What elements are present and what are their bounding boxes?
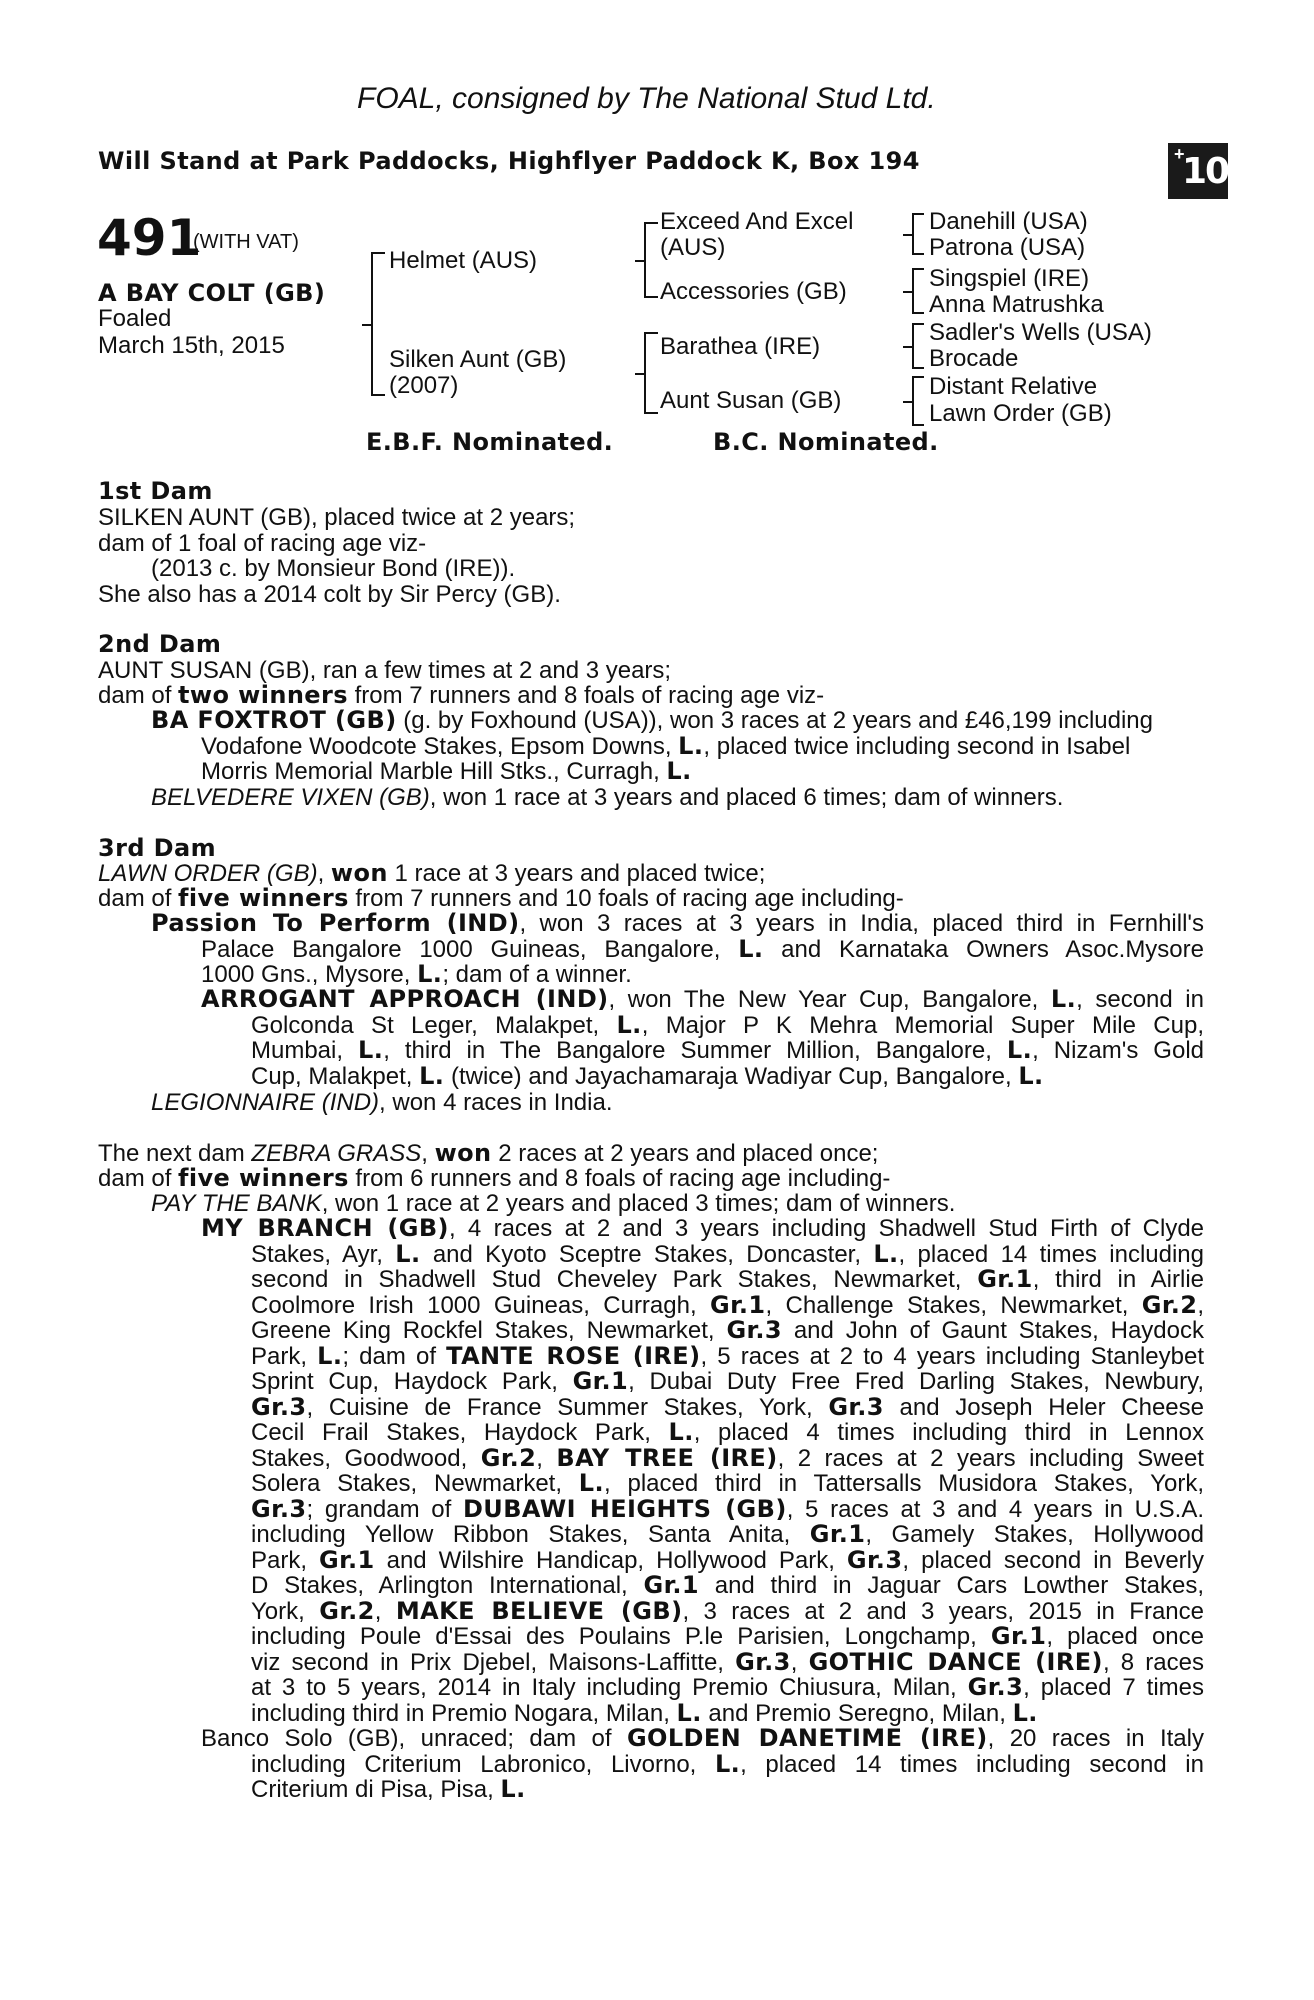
mybranch-l1: MY BRANCH (GB), 4 races at 2 and 3 years including Shadwell Stud Firth of Clyde — [201, 1214, 1205, 1242]
dam2-line2-a: dam of — [98, 682, 179, 709]
dam3-p2-line3: Mumbai, L., third in The Bangalore Summer Million, Bangalore, L., Nizam's Gold — [251, 1036, 1204, 1064]
dam3-line1: LAWN ORDER (GB), won 1 race at 3 years and placed twice; — [98, 859, 766, 887]
pedigree-dam-year: (2007) — [389, 372, 459, 399]
mybranch-l2: Stakes, Ayr, L. and Kyoto Sceptre Stakes, Doncaster, L., placed 14 times including — [251, 1239, 1204, 1268]
dam3-p2-line1: ARROGANT APPROACH (IND), won The New Year Cup, Bangalore, L., second in — [201, 985, 1204, 1013]
pedigree-sire-sire-1: Exceed And Excel — [660, 208, 854, 235]
dam2-p1-line1: BA FOXTROT (GB) (g. by Foxhound (USA)), won 3 races at 2 years and £46,199 including — [151, 706, 1153, 734]
banco-l3: Criterium di Pisa, Pisa, L. — [251, 1775, 526, 1803]
pedigree-dam-name: Silken Aunt (GB) — [389, 346, 567, 373]
dam3-p2-line4: Cup, Malakpet, L. (twice) and Jayachamaraja Wadiyar Cup, Bangalore, L. — [251, 1061, 1044, 1090]
mybranch-l11: Solera Stakes, Newmarket, L., placed third in Tattersalls Musidora Stakes, York, — [251, 1469, 1204, 1497]
dam2-p1-line2: Vodafone Woodcote Stakes, Epsom Downs, L., placed twice including second in Isabel — [201, 731, 1131, 760]
dam2-line2 — [98, 683, 824, 709]
mybranch-l7: Sprint Cup, Haydock Park, Gr.1, Dubai Duty Free Fred Darling Stakes, Newbury, — [251, 1367, 1205, 1395]
mybranch-l12: Gr.3; grandam of DUBAWI HEIGHTS (GB), 5 races at 3 and 4 years in U.S.A. — [251, 1494, 1204, 1523]
pedigree-sire: Helmet (AUS) — [389, 247, 538, 274]
dam3-p1-line2: Palace Bangalore 1000 Guineas, Bangalore, L. and Karnataka Owners Asoc.Mysore — [201, 934, 1204, 963]
consignor-line: FOAL, consigned by The National Stud Ltd. — [357, 82, 936, 115]
dam2-progeny-1 — [151, 708, 1204, 785]
pedigree-sds: Singspiel (IRE) — [929, 265, 1090, 292]
dam1-heading: 1st Dam — [98, 477, 213, 505]
nextdam-progeny-3 — [201, 1726, 1204, 1803]
mybranch-l3: second in Shadwell Stud Cheveley Park Stakes, Newmarket, Gr.1, third in Airlie — [251, 1265, 1204, 1293]
pedigree-brace-ss — [912, 213, 924, 255]
pedigree-sss: Danehill (USA) — [929, 208, 1088, 235]
mybranch-l6: Park, L.; dam of TANTE ROSE (IRE), 5 races at 2 to 4 years including Stanleybet — [251, 1341, 1204, 1370]
pedigree-brace-sd — [912, 268, 924, 314]
dam2-line1: AUNT SUSAN (GB), ran a few times at 2 and 3 years; — [98, 657, 672, 684]
stand-line: Will Stand at Park Paddocks, Highflyer Paddock K, Box 194 — [98, 147, 920, 175]
pedigree-brace-dam — [644, 332, 658, 414]
pedigree-dsd: Brocade — [929, 345, 1019, 372]
nextdam-progeny-1: PAY THE BANK, won 1 race at 2 years and placed 3 times; dam of winners. — [151, 1190, 956, 1217]
lot-number: 491 — [97, 209, 202, 267]
dam3-progeny-3: LEGIONNAIRE (IND), won 4 races in India. — [151, 1089, 613, 1116]
pedigree-ddd: Lawn Order (GB) — [929, 400, 1112, 427]
dam3-line2: dam of five winners from 7 runners and 10 foals of racing age including- — [98, 884, 904, 912]
dam2-progeny-2: BELVEDERE VIXEN (GB), won 1 race at 3 years and placed 6 times; dam of winners. — [151, 784, 1064, 811]
mybranch-l9: Cecil Frail Stakes, Haydock Park, L., placed 4 times including third in Lennox — [251, 1418, 1204, 1446]
pedigree-brace-sire — [644, 222, 658, 298]
dam3-heading: 3rd Dam — [98, 834, 216, 862]
mybranch-l18: viz second in Prix Djebel, Maisons-Laffitte, Gr.3, GOTHIC DANCE (IRE), 8 races — [251, 1647, 1204, 1676]
pedigree-dam-dam: Aunt Susan (GB) — [660, 387, 842, 414]
dam2-heading: 2nd Dam — [98, 630, 222, 658]
dam3-p1-line1: Passion To Perform (IND), won 3 races at 3 years in India, placed third in Fernhill's — [151, 909, 1204, 937]
ebf-nomination: E.B.F. Nominated. — [366, 428, 614, 456]
mybranch-l13: including Yellow Ribbon Stakes, Santa Anita, Gr.1, Gamely Stakes, Hollywood — [251, 1520, 1204, 1548]
pedigree-sire-sire-2: (AUS) — [660, 234, 726, 261]
banco-l1: Banco Solo (GB), unraced; dam of GOLDEN DANETIME (IRE), 20 races in Italy — [201, 1724, 1204, 1752]
mybranch-l19: at 3 to 5 years, 2014 in Italy including Premio Chiusura, Milan, Gr.3, placed 7 times — [251, 1673, 1204, 1701]
mybranch-l5: Greene King Rockfel Stakes, Newmarket, Gr.3 and John of Gaunt Stakes, Haydock — [251, 1316, 1204, 1344]
dam3-p1-line3: 1000 Gns., Mysore, L.; dam of a winner. — [201, 960, 632, 988]
pedigree-dss: Sadler's Wells (USA) — [929, 319, 1152, 346]
nextdam-progeny-2 — [201, 1216, 1204, 1726]
dam1-line2: dam of 1 foal of racing age viz- — [98, 530, 427, 557]
mybranch-l20: including third in Premio Nogara, Milan, L. and Premio Seregno, Milan, L. — [251, 1698, 1038, 1727]
mybranch-l16: York, Gr.2, MAKE BELIEVE (GB), 3 races at 2 and 3 years, 2015 in France — [251, 1596, 1204, 1625]
foaled-date: March 15th, 2015 — [98, 332, 285, 359]
mybranch-l10: Stakes, Goodwood, Gr.2, BAY TREE (IRE), 2 races at 2 years including Sweet — [251, 1443, 1204, 1472]
pedigree-brace-dd — [912, 376, 924, 426]
dam1-line4: She also has a 2014 colt by Sir Percy (GB). — [98, 581, 561, 608]
dam3-p2-line2: Golconda St Leger, Malakpet, L., Major P K Mehra Memorial Super Mile Cup, — [251, 1010, 1204, 1039]
vat-note: (WITH VAT) — [193, 231, 299, 253]
badge-plus: + — [1174, 144, 1185, 164]
pedigree-dam-sire: Barathea (IRE) — [660, 333, 821, 360]
dam2-line2-b: two winners — [178, 681, 348, 709]
pedigree-brace-gen1 — [371, 252, 385, 396]
dam2-line2-c: from 7 runners and 8 foals of racing age viz- — [347, 682, 825, 709]
foaled-label: Foaled — [98, 305, 172, 332]
nextdam-line1: The next dam ZEBRA GRASS, won 2 races at 2 years and placed once; — [98, 1139, 879, 1167]
dam3-progeny-2 — [201, 987, 1204, 1089]
mybranch-l8: Gr.3, Cuisine de France Summer Stakes, York, Gr.3 and Joseph Heler Cheese — [251, 1392, 1204, 1421]
dam1-line1: SILKEN AUNT (GB), placed twice at 2 years; — [98, 504, 576, 531]
bc-nomination: B.C. Nominated. — [713, 428, 939, 456]
pedigree-dds: Distant Relative — [929, 373, 1098, 400]
dam1-line3: (2013 c. by Monsieur Bond (IRE)). — [151, 555, 516, 582]
lot-title: A BAY COLT (GB) — [98, 279, 326, 307]
badge-number: 10 — [1182, 151, 1229, 192]
mybranch-l17: including Poule d'Essai des Poulains P.le Parisien, Longchamp, Gr.1, placed once — [251, 1622, 1204, 1650]
nextdam-line2: dam of five winners from 6 runners and 8 foals of racing age including- — [98, 1164, 891, 1192]
mybranch-l4: Coolmore Irish 1000 Guineas, Curragh, Gr.1, Challenge Stakes, Newmarket, Gr.2, — [251, 1290, 1204, 1319]
pedigree-ssd: Patrona (USA) — [929, 234, 1086, 261]
pedigree-sire-dam: Accessories (GB) — [660, 278, 847, 305]
rating-badge — [1168, 143, 1228, 199]
mybranch-l15: D Stakes, Arlington International, Gr.1 and third in Jaguar Cars Lowther Stakes, — [251, 1571, 1205, 1599]
pedigree-sdd: Anna Matrushka — [929, 291, 1104, 318]
dam2-p1-line3: Morris Memorial Marble Hill Stks., Curragh, L. — [201, 757, 692, 785]
mybranch-l14: Park, Gr.1 and Wilshire Handicap, Hollywood Park, Gr.3, placed second in Beverly — [251, 1545, 1204, 1574]
dam3-progeny-1 — [151, 911, 1204, 988]
pedigree-brace-ds — [912, 323, 924, 369]
banco-l2: including Criterium Labronico, Livorno, L., placed 14 times including second in — [251, 1749, 1204, 1778]
